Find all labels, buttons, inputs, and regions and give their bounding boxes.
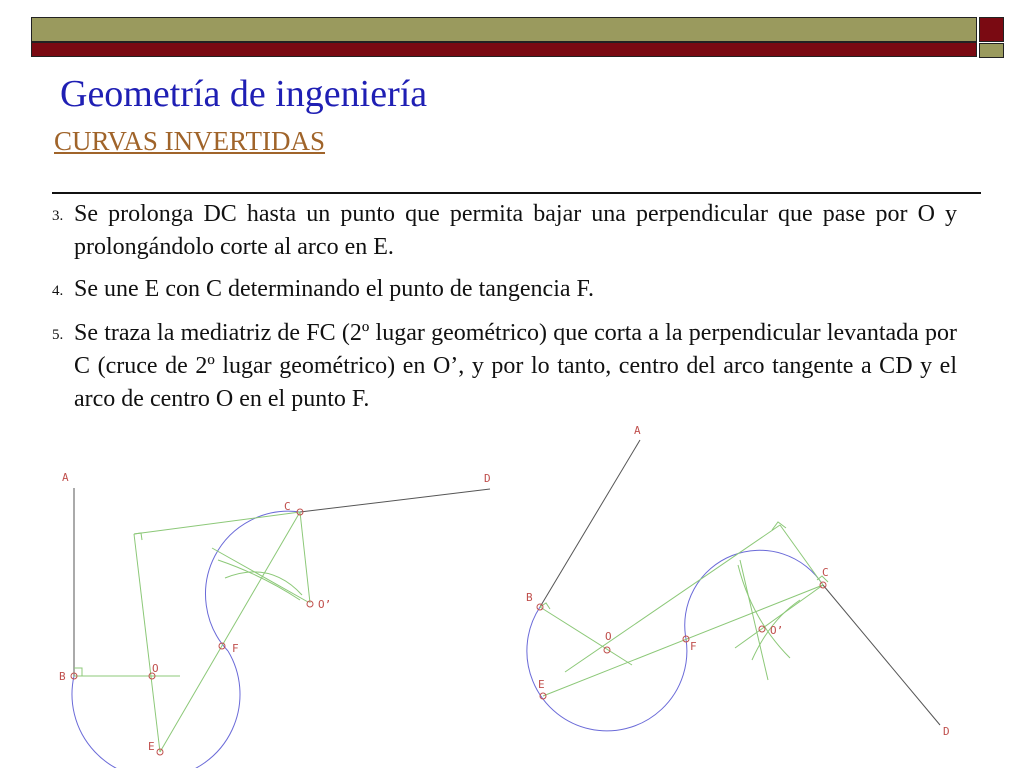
construction-arc	[738, 565, 790, 658]
label-b: B	[59, 670, 66, 683]
line-cd	[823, 585, 940, 725]
label-o-prime: O’	[770, 624, 784, 637]
label-o: O	[605, 630, 612, 643]
label-d: D	[484, 472, 491, 485]
label-f: F	[690, 640, 697, 653]
label-f: F	[232, 642, 239, 655]
line-ab	[540, 440, 640, 607]
step-text: Se prolonga DC hasta un punto que permita bajar una perpendicular que pase por O y prolongándolo corte al arco en E.	[74, 201, 957, 260]
right-angle-mark	[134, 533, 142, 540]
construction-line	[565, 525, 780, 672]
mediatrix-fc	[740, 560, 768, 680]
label-e: E	[148, 740, 155, 753]
line-cd	[300, 489, 490, 512]
line-ec	[160, 512, 300, 752]
left-figure	[59, 471, 491, 768]
arc-center-o	[527, 607, 687, 731]
slide-title: Geometría de ingeniería	[60, 73, 428, 115]
construction-line	[134, 534, 160, 752]
right-angle-mark	[74, 668, 82, 676]
label-a: A	[62, 471, 69, 484]
label-o: O	[152, 662, 159, 675]
label-a: A	[634, 424, 641, 437]
step-number: 4.	[52, 283, 64, 299]
step-text: Se traza la mediatriz de FC (2º lugar geométrico) que corta a la perpendicular levantada por C (cruce de 2º lugar geométrico) en O’, y por lo tanto, centro del arco tangente a CD y el arco de centro O en el punto F.	[74, 320, 957, 412]
perpendicular-at-c	[300, 512, 310, 603]
arc-center-o-prime	[685, 550, 823, 639]
right-figure	[526, 424, 950, 738]
mediatrix-fc	[212, 548, 308, 602]
slide-subtitle: CURVAS INVERTIDAS	[54, 126, 326, 156]
step-text: Se une E con C determinando el punto de tangencia F.	[74, 276, 594, 302]
label-d: D	[943, 725, 950, 738]
label-e: E	[538, 678, 545, 691]
construction-arc	[218, 560, 300, 600]
label-c: C	[822, 566, 829, 579]
step-number: 5.	[52, 327, 64, 343]
label-b: B	[526, 591, 533, 604]
label-c: C	[284, 500, 291, 513]
label-o-prime: O’	[318, 598, 332, 611]
construction-line	[134, 512, 300, 534]
step-number: 3.	[52, 208, 64, 224]
